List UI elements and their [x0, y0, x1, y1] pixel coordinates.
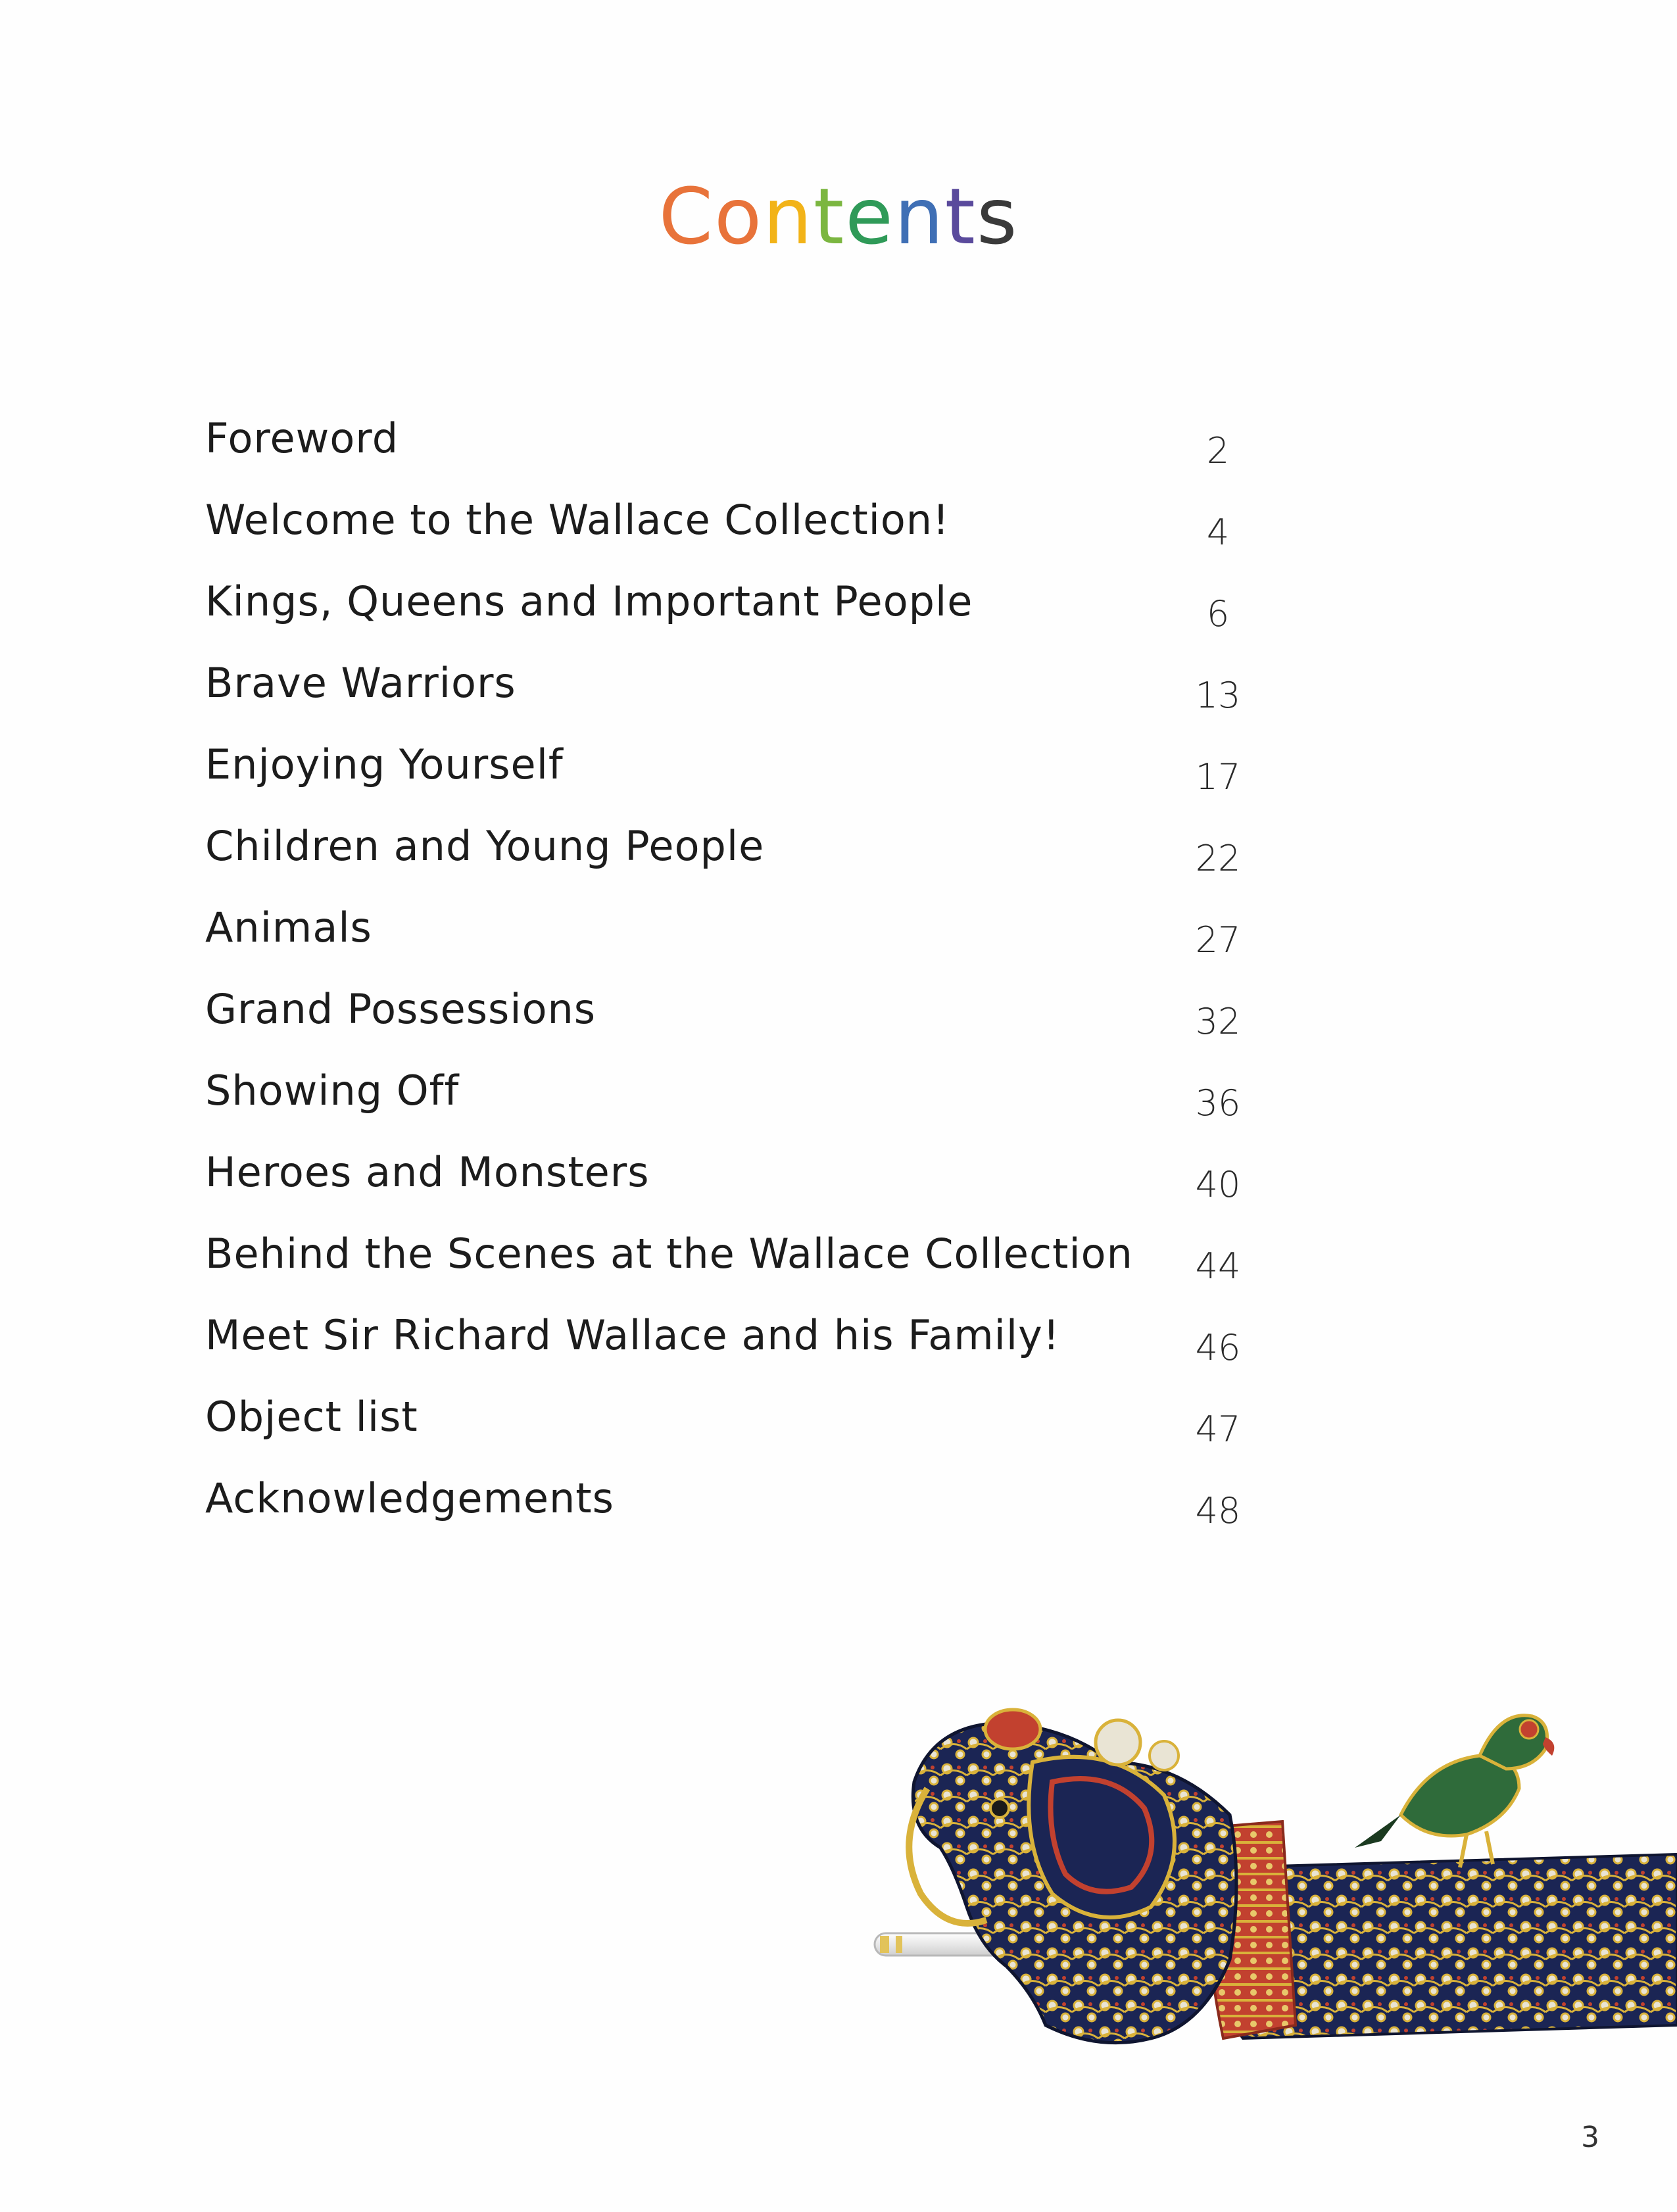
toc-entry[interactable]: [205, 1305, 1284, 1386]
title-letter: s: [976, 171, 1019, 262]
toc-entry-title: Welcome to the Wallace Collection!: [205, 496, 950, 544]
toc-entry-title: Kings, Queens and Important People: [205, 577, 973, 625]
title-letter: t: [813, 171, 846, 262]
toc-entry-title: Behind the Scenes at the Wallace Collection: [205, 1230, 1133, 1278]
toc-entry-page: 22: [1195, 838, 1241, 879]
toc-entry[interactable]: [205, 897, 1284, 978]
toc-entry-page: 13: [1195, 675, 1241, 716]
toc-entry-title: Grand Possessions: [205, 985, 596, 1033]
toc-entry-page: 48: [1195, 1490, 1241, 1531]
toc-entry-page: 27: [1195, 919, 1241, 961]
title-letter: n: [894, 171, 945, 262]
title-letter: n: [763, 171, 814, 262]
toc-entry[interactable]: [205, 1060, 1284, 1142]
toc-entry-title: Foreword: [205, 414, 399, 462]
table-of-contents: [205, 408, 1284, 1549]
toc-entry-page: 36: [1195, 1082, 1241, 1124]
toc-entry[interactable]: [205, 815, 1284, 897]
toc-entry-title: Enjoying Yourself: [205, 740, 564, 788]
toc-entry-page: 17: [1195, 756, 1241, 798]
toc-entry[interactable]: [205, 1223, 1284, 1305]
toc-entry-title: Acknowledgements: [205, 1474, 614, 1522]
toc-entry-page: 40: [1195, 1164, 1241, 1205]
toc-entry[interactable]: [205, 408, 1284, 489]
title-letter: e: [845, 171, 894, 262]
title-letter: o: [714, 171, 764, 262]
toc-entry-title: Object list: [205, 1393, 418, 1441]
toc-entry[interactable]: [205, 489, 1284, 571]
toc-entry-page: 44: [1195, 1245, 1241, 1287]
page-title: [0, 171, 1677, 262]
toc-entry-title: Heroes and Monsters: [205, 1148, 650, 1196]
toc-entry-title: Meet Sir Richard Wallace and his Family!: [205, 1311, 1060, 1359]
toc-entry[interactable]: [205, 652, 1284, 734]
page-number: 3: [1581, 2121, 1599, 2154]
toc-entry-title: Children and Young People: [205, 822, 765, 870]
jeweled-elephant-illustration: [835, 1683, 1677, 2052]
toc-entry[interactable]: [205, 1468, 1284, 1549]
parrot-figure: [1355, 1716, 1554, 1867]
toc-entry-title: Brave Warriors: [205, 659, 516, 707]
toc-entry[interactable]: [205, 1142, 1284, 1223]
toc-entry-page: 46: [1195, 1327, 1241, 1368]
toc-entry[interactable]: [205, 978, 1284, 1060]
toc-entry-page: 6: [1206, 593, 1230, 635]
toc-entry-page: 4: [1206, 512, 1230, 553]
toc-entry-title: Animals: [205, 903, 372, 951]
toc-entry-page: 2: [1206, 430, 1230, 471]
toc-entry-page: 47: [1195, 1408, 1241, 1450]
toc-entry[interactable]: [205, 1386, 1284, 1468]
toc-entry-page: 32: [1195, 1001, 1241, 1042]
toc-entry[interactable]: [205, 734, 1284, 815]
toc-entry[interactable]: [205, 571, 1284, 652]
title-letter: C: [658, 171, 714, 262]
toc-entry-title: Showing Off: [205, 1067, 460, 1115]
title-letter: t: [944, 171, 977, 262]
